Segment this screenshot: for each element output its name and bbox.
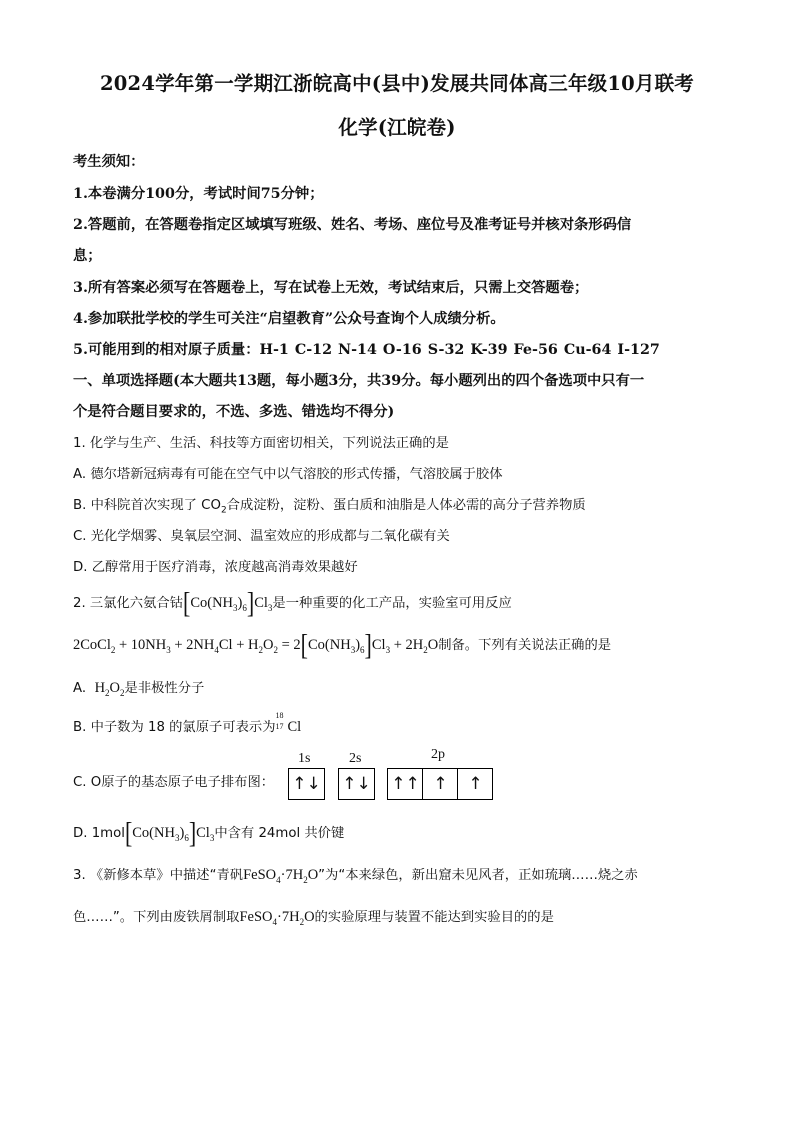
q2-option-c: C. O原子的基态原子电子排布图： <box>73 775 275 790</box>
notice-item-4: 4.参加联批学校的学生可关注“启望教育”公众号查询个人成绩分析。 <box>73 311 505 327</box>
q3-stem-line2: 色……”。下列由废铁屑制取$FeSO_4\cdot 7H_2O$的实验原理与装置不能达到实验目的的是 <box>73 909 554 927</box>
orbital-box-2p <box>387 768 493 800</box>
notice-item-2-cont: 息； <box>73 248 102 264</box>
q1-option-b: B. 中科院首次实现了 $CO_2$合成淀粉，淀粉、蛋白质和油脂是人体必需的高分子营养物质 <box>73 498 586 516</box>
section-heading-line2: 个是符合题目要求的，不选、多选、错选均不得分) <box>73 404 395 420</box>
orbital-label-1s: 1s <box>298 751 311 766</box>
q1-option-a: A. 德尔塔新冠病毒有可能在空气中以气溶胶的形式传播，气溶胶属于胶体 <box>73 467 503 482</box>
orbital-label-2p: 2p <box>431 747 445 762</box>
orbital-label-2s: 2s <box>349 751 362 766</box>
up-electron-icon: ↑ <box>468 774 483 794</box>
q2-option-a: A. $H_2O_2$是非极性分子 <box>73 680 205 698</box>
orbital-box-2s <box>338 768 375 800</box>
notice-item-2: 2.答题前，在答题卷指定区域填写班级、姓名、考场、座位号及准考证号并核对条形码信 <box>73 217 632 233</box>
up-electron-icon: ↑ <box>433 774 448 794</box>
q2-stem: 2. 三氯化六氨合钴$[Co(NH_3)_6]Cl_3$是一种重要的化工产品，实验室可用反应 <box>73 585 512 620</box>
notice-item-5: 5.可能用到的相对原子质量：H-1 C-12 N-14 O-16 S-32 K-39 Fe-56 Cu-64 I-127 <box>73 342 660 358</box>
notice-item-1: 1.本卷满分100分，考试时间75分钟； <box>73 186 324 202</box>
paired-electrons-icon: ↑↓ <box>292 774 321 794</box>
orbital-box-1s <box>288 768 325 800</box>
notice-heading: 考生须知： <box>73 154 145 170</box>
q2-option-d: D. $1mol[Co(NH_3)_6]Cl_3$中含有 24mol 共价键 <box>73 815 345 850</box>
q1-stem: 1. 化学与生产、生活、科技等方面密切相关，下列说法正确的是 <box>73 436 449 451</box>
paired-electrons-icon: ↑↑ <box>391 774 420 794</box>
q1-option-d: D. 乙醇常用于医疗消毒，浓度越高消毒效果越好 <box>73 560 358 575</box>
exam-title: 2024学年第一学期江浙皖高中(县中)发展共同体高三年级10月联考 <box>100 72 694 95</box>
exam-subtitle: 化学(江皖卷) <box>338 116 456 139</box>
section-heading-line1: 一、单项选择题(本大题共13题，每小题3分，共39分。每小题列出的四个备选项中只有一 <box>73 373 645 389</box>
q2-option-b: B. 中子数为 18 的氯原子可表示为 18 17 Cl <box>73 711 302 735</box>
paired-electrons-icon: ↑↓ <box>342 774 371 794</box>
q2-reaction-equation: 2CoCl$_2$ + $10NH_3 + 2NH_4Cl + H_2O_2 = 2[Co(NH_3)_6]Cl_3 + 2H_2O$ <box>73 627 439 662</box>
q3-stem-line1: 3. 《新修本草》中描述“青矾$FeSO_4\cdot 7H_2O$”为“本来绿色，新出窟未见风者，正如琉璃……烧之赤 <box>73 867 638 885</box>
q2-complex-formula: $[Co(NH_3)_6]Cl_3$ <box>183 585 273 620</box>
q1-option-c: C. 光化学烟雾、臭氧层空洞、温室效应的形成都与二氧化碳有关 <box>73 529 450 544</box>
notice-item-3: 3.所有答案必须写在答题卷上，写在试卷上无效，考试结束后，只需上交答题卷； <box>73 280 589 296</box>
q2-equation: 2CoCl$_2$ + $10NH_3 + 2NH_4Cl + H_2O_2 = 2[Co(NH_3)_6]Cl_3 + 2H_2O$制备。下列有关说法正确的是 <box>73 627 612 662</box>
